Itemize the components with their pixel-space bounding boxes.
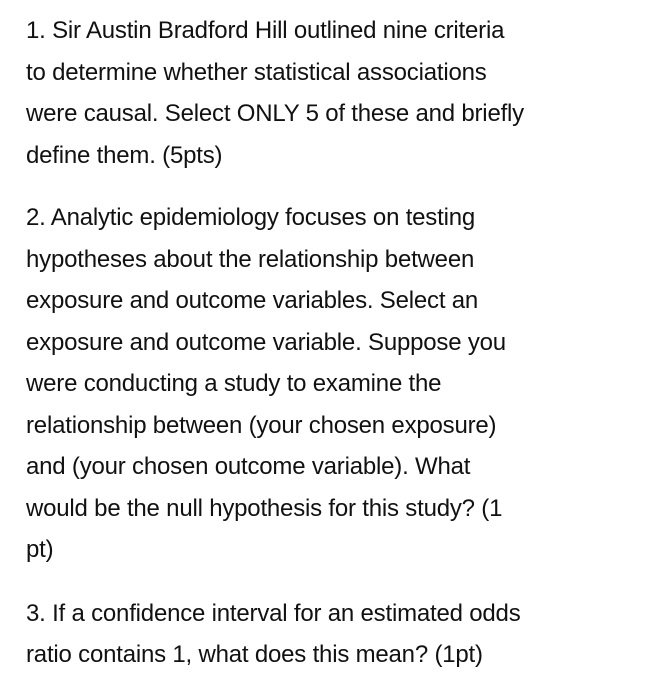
- question-1: 1. Sir Austin Bradford Hill outlined nine criteria to determine whether statistical associations were causal. Select ONLY 5 of these and briefly define them. (5pts): [26, 17, 524, 169]
- question-2: 2. Analytic epidemiology focuses on testing hypotheses about the relationship between exposure and outcome variables. Select an exposure and outcome variable. Suppose you were conducting a study to examine the relationship between (your chosen exposure) and (your chosen outcome variable). What would be the null hypothesis for this study? (1 pt): [26, 204, 506, 563]
- question-3: 3. If a confidence interval for an estimated odds ratio contains 1, what does this mean? (1pt): [26, 599, 521, 668]
